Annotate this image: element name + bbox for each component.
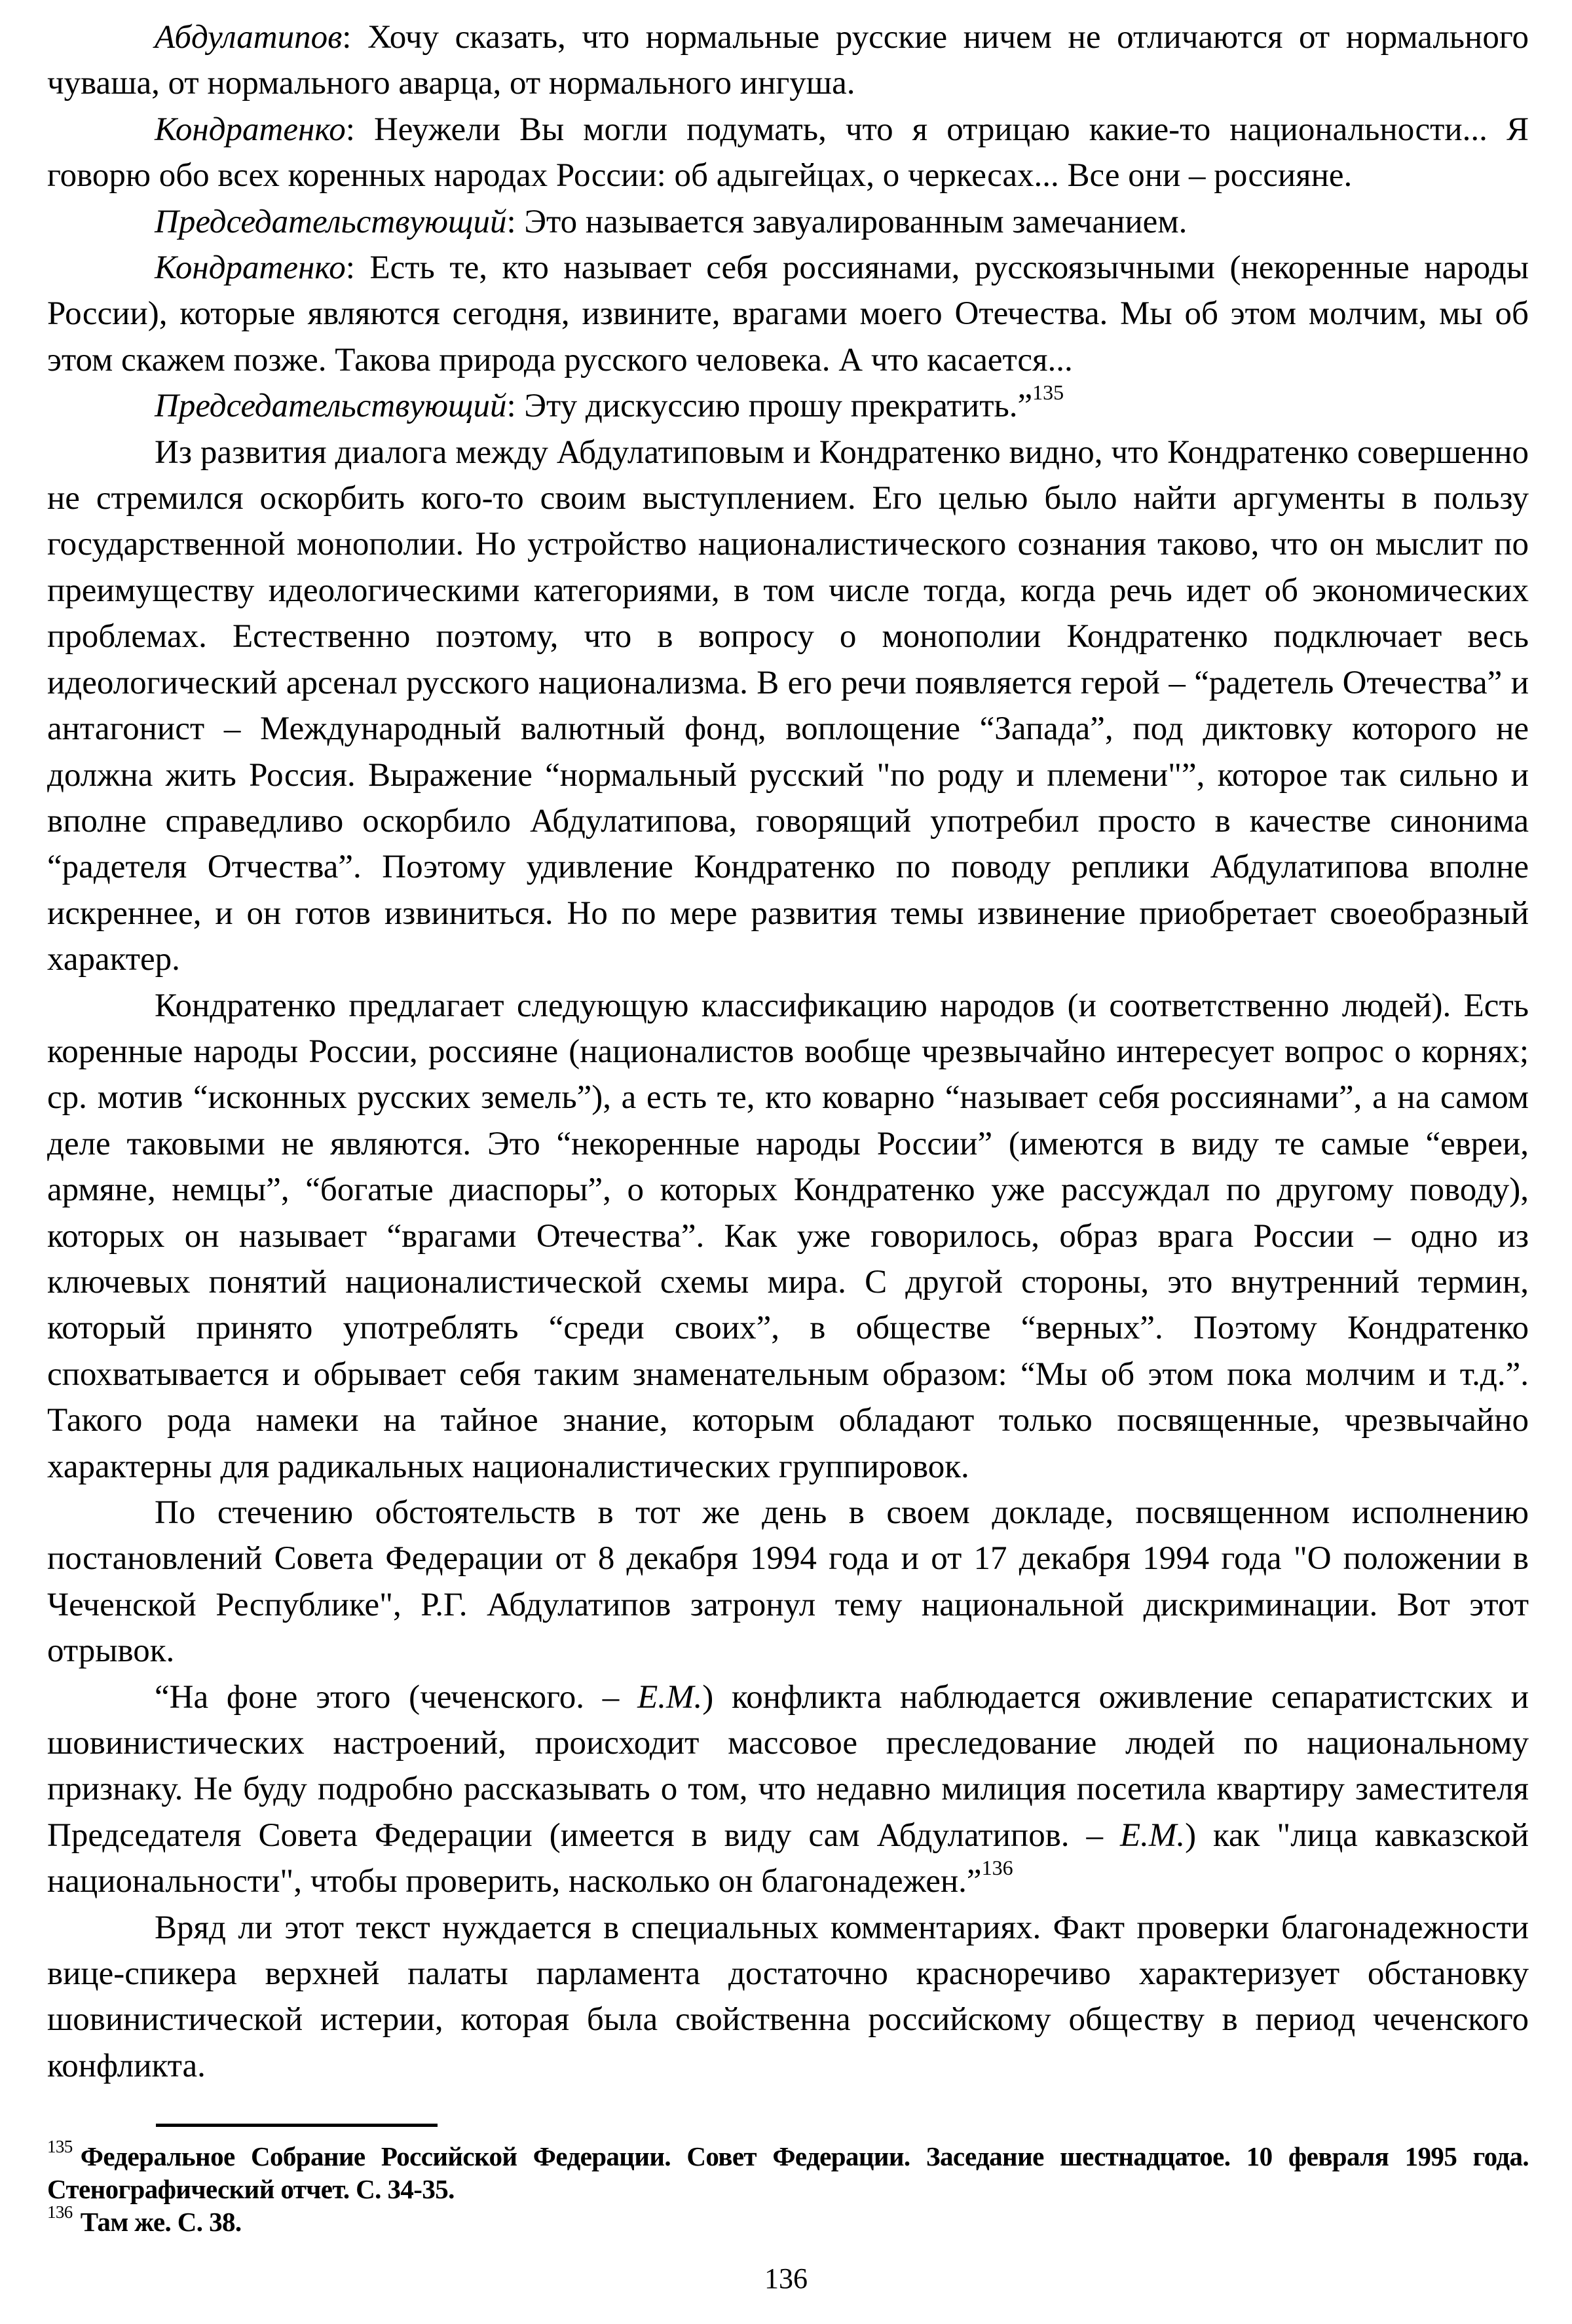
dialogue-text: : Это называется завуалированным замечанием. <box>506 203 1188 240</box>
author-initials: Е.М. <box>637 1678 703 1716</box>
body-paragraph: Из развития диалога между Абдулатиповым и Кондратенко видно, что Кондратенко совершенно не стремился оскорбить кого-то своим выступлением. Его целью было найти аргументы в пользу государственной монополии. Но устройство националистического сознания таково, что он мыслит по преимуществу идеологическими категориями, в том числе тогда, когда речь идет об экономических проблемах. Естественно поэтому, что в вопросу о монополии Кондратенко подключает весь идеологический арсенал русского национализма. В его речи появляется герой – “радетель Отечества” и антагонист – Международный валютный фонд, воплощение “Запада”, под диктовку которого не должна жить Россия. Выражение “нормальный русский "по роду и племени"”, которое так сильно и вполне справедливо оскорбило Абдулатипова, говорящий употребил просто в качестве синонима “радетеля Отчества”. Поэтому удивление Кондратенко по поводу реплики Абдулатипова вполне искреннее, и он готов извиниться. Но по мере развития темы извинение приобретает своеобразный характер. <box>47 433 1529 978</box>
footnotes <box>47 2137 1529 2238</box>
dialogue-text: : Хочу сказать, что нормальные русские ничем не отличаются от нормального чуваша, от нормального аварца, от нормального ингуша. <box>47 19 1529 102</box>
speaker-name: Кондратенко <box>155 249 346 287</box>
author-initials: Е.М. <box>1119 1817 1186 1854</box>
footnote <box>47 2137 1529 2205</box>
speaker-name: Председательствующий <box>155 203 507 240</box>
footnote-ref-135[interactable]: 135 <box>1032 380 1064 405</box>
speaker-name: Кондратенко <box>155 111 346 148</box>
dialogue-line <box>47 199 1529 245</box>
dialogue-line <box>47 14 1529 107</box>
footnote-text: Там же. С. 38. <box>80 2207 242 2237</box>
page-number: 136 <box>764 2262 808 2295</box>
dialogue-line <box>47 107 1529 199</box>
footnote-number: 135 <box>47 2137 73 2156</box>
page-body <box>47 14 1529 2089</box>
quote-paragraph <box>47 1674 1529 1905</box>
quote-text: ) конфликта наблюдается оживление сепаратистских и шовинистических настроений, происходит массовое преследование людей по национальному признаку. Не буду подробно рассказывать о том, что недавно милиция посетила квартиру заместителя Председателя Совета Федерации (имеется в виду сам Абдулатипов. – <box>47 1678 1529 1854</box>
dialogue-line <box>47 380 1529 429</box>
footnote-number: 136 <box>47 2202 73 2222</box>
dialogue-text: : Эту дискуссию прошу прекратить.” <box>506 388 1033 425</box>
body-paragraph: По стечению обстоятельств в тот же день в своем докладе, посвященном исполнению постановлений Совета Федерации от 8 декабря 1994 года и от 17 декабря 1994 года "О положении в Чеченской Республике", Р.Г. Абдулатипов затронул тему национальной дискриминации. Вот этот отрывок. <box>47 1494 1529 1670</box>
dialogue-line <box>47 245 1529 383</box>
speaker-name: Абдулатипов <box>155 19 343 56</box>
footnote-separator <box>156 2124 438 2127</box>
dialogue-text: : Неужели Вы могли подумать, что я отрицаю какие-то национальности... Я говорю обо всех коренных народах России: об адыгейцах, о черкесах... Все они – россияне. <box>47 111 1529 194</box>
quote-text: “На фоне этого (чеченского. – <box>155 1678 638 1716</box>
footnote-text: Федеральное Собрание Российской Федерации. Совет Федерации. Заседание шестнадцатое. 10 февраля 1995 года. Стенографический отчет. С. 34-35. <box>47 2141 1529 2204</box>
dialogue-text: : Есть те, кто называет себя россиянами, русскоязычными (некоренные народы России), которые являются сегодня, извините, врагами моего Отечества. Мы об этом молчим, мы об этом скажем позже. Такова природа русского человека. А что касается... <box>47 249 1529 378</box>
footnote-ref-136[interactable]: 136 <box>981 1856 1013 1880</box>
body-paragraph: Вряд ли этот текст нуждается в специальных комментариях. Факт проверки благонадежности вице-спикера верхней палаты парламента достаточно красноречиво характеризует обстановку шовинистической истерии, которая была свойственна российскому обществу в период чеченского конфликта. <box>47 1909 1529 2084</box>
quote-text: ) как "лица кавказской национальности", чтобы проверить, насколько он благонадежен.” <box>47 1817 1529 1900</box>
footnote <box>47 2202 1529 2238</box>
body-paragraph: Кондратенко предлагает следующую классификацию народов (и соответственно людей). Есть коренные народы России, россияне (националистов вообще чрезвычайно интересует вопрос о корнях; ср. мотив “исконных русских земель”), а есть те, кто коварно “называет себя россиянами”, а на самом деле таковыми не являются. Это “некоренные народы России” (имеются в виду те самые “евреи, армяне, немцы”, “богатые диаспоры”, о которых Кондратенко уже рассуждал по другому поводу), которых он называет “врагами Отечества”. Как уже говорилось, образ врага России – одно из ключевых понятий националистической схемы мира. С другой стороны, это внутренний термин, который принято употреблять “среди своих”, в обществе “верных”. Поэтому Кондратенко спохватывается и обрывает себя таким знаменательным образом: “Мы об этом пока молчим и т.д.”. Такого рода намеки на тайное знание, которым обладают только посвященные, чрезвычайно характерны для радикальных националистических группировок. <box>47 987 1529 1485</box>
speaker-name: Председательствующий <box>155 388 507 425</box>
